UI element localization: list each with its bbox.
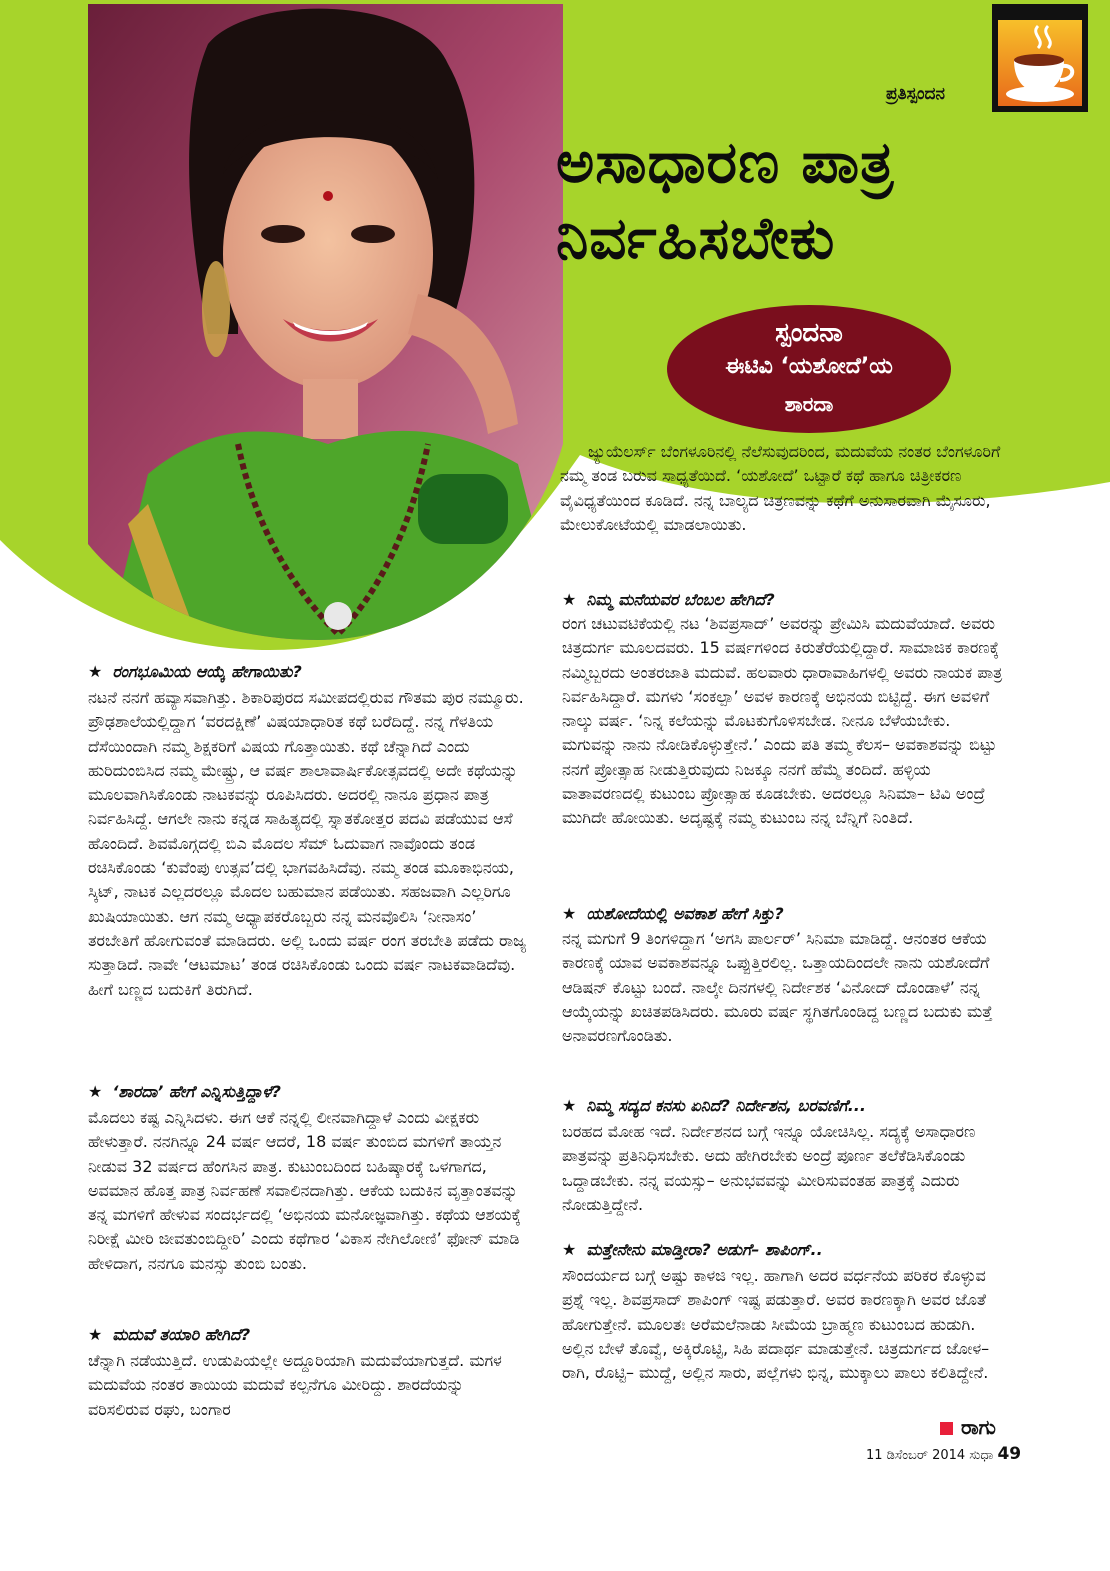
star-icon: ★ — [562, 590, 577, 609]
footer-date: 11 ಡಿಸೆಂಬರ್ 2014 — [866, 1448, 966, 1463]
footer-magazine: ಸುಧಾ — [969, 1448, 994, 1463]
answer-left-1: ನಟನೆ ನನಗೆ ಹವ್ಯಾಸವಾಗಿತ್ತು. ಶಿಕಾರಿಪುರದ ಸಮೀಪದಲ್ಲಿರುವ ಗೌತಮ ಪುರ ನಮ್ಮೂರು. ಪ್ರೌಢಶಾಲೆಯಲ್ಲಿದ್ದಾಗ ‘ವರದಕ್ಷಿಣೆ’ ವಿಷಯಾಧಾರಿತ ಕಥೆ ಬರೆದಿದ್ದೆ. ನನ್ನ ಗೆಳತಿಯ ದೆಸೆಯಿಂದಾಗಿ ನಮ್ಮ ಶಿಕ್ಷಕರಿಗೆ ವಿಷಯ ಗೊತ್ತಾಯಿತು. ಕಥೆ ಚೆನ್ನಾಗಿದೆ ಎಂದು ಹುರಿದುಂಬಿಸಿದ ನಮ್ಮ ಮೇಷ್ಟ್ರು, ಆ ವರ್ಷ ಶಾಲಾವಾರ್ಷಿಕೋತ್ಸವದಲ್ಲಿ ಅದೇ ಕಥೆಯನ್ನು ಮೂಲವಾಗಿಸಿಕೊಂಡು ನಾಟಕವನ್ನು ರೂಪಿಸಿದರು. ಅದರಲ್ಲಿ ನಾನೂ ಪ್ರಧಾನ ಪಾತ್ರ ನಿರ್ವಹಿಸಿದ್ದೆ. ಆಗಲೇ ನಾನು ಕನ್ನಡ ಸಾಹಿತ್ಯದಲ್ಲಿ ಸ್ನಾತಕೋತ್ತರ ಪದವಿ ಪಡೆಯುವ ಆಸೆ ಹೊಂದಿದೆ. ಶಿವಮೊಗ್ಗದಲ್ಲಿ ಬಿಎ ಮೊದಲ ಸೆಮ್ ಓದುವಾಗ ನಾವೊಂದು ತಂಡ ರಚಿಸಿಕೊಂಡು ‘ಕುವೆಂಪು ಉತ್ಸವ’ದಲ್ಲಿ ಭಾಗವಹಿಸಿದೆವು. ನಮ್ಮ ತಂಡ ಮೂಕಾಭಿನಯ, ಸ್ಕಿಟ್, ನಾಟಕ ಎಲ್ಲದರಲ್ಲೂ ಮೊದಲ ಬಹುಮಾನ ಪಡೆಯಿತು. ಸಹಜವಾಗಿ ಎಲ್ಲರಿಗೂ ಖುಷಿಯಾಯಿತು. ಆಗ ನಮ್ಮ ಅಧ್ಯಾಪಕರೊಬ್ಬರು ನನ್ನ ಮನವೊಲಿಸಿ ‘ನೀನಾಸಂ’ ತರಬೇತಿಗೆ ಹೋಗುವಂತೆ ಮಾಡಿದರು. ಅಲ್ಲಿ ಒಂದು ವರ್ಷ ರಂಗ ತರಬೇತಿ ಪಡೆದು ರಾಜ್ಯ ಸುತ್ತಾಡಿದೆ. ನಾವೇ ‘ಆಟಮಾಟ’ ತಂಡ ರಚಿಸಿಕೊಂಡು ಒಂದು ವರ್ಷ ನಾಟಕವಾಡಿದೆವು. ಹೀಗೆ ಬಣ್ಣದ ಬದುಕಿಗೆ ತಿರುಗಿದೆ. — [88, 688, 527, 999]
headline-line-2: ನಿರ್ವಹಿಸಬೇಕು — [556, 204, 836, 272]
author-signature: ರಾಗು — [940, 1415, 996, 1439]
star-icon: ★ — [88, 1325, 103, 1344]
section-label: ಪ್ರತಿಸ್ಪಂದನ — [886, 84, 945, 104]
coffee-cup-icon — [992, 4, 1088, 112]
star-icon: ★ — [88, 662, 103, 681]
star-icon: ★ — [562, 1240, 577, 1259]
oval-name: ಸ್ಪಂದನಾ — [775, 318, 843, 348]
intro-paragraph: ಜ್ಯುಯೆಲರ್ಸ್ ಬೆಂಗಳೂರಿನಲ್ಲಿ ನೆಲೆಸುವುದರಿಂದ, ಮದುವೆಯ ನಂತರ ಬೆಂಗಳೂರಿಗೆ ನಮ್ಮ ತಂಡ ಬರುವ ಸಾಧ್ಯತೆಯಿದೆ. ‘ಯಶೋದೆ’ ಒಟ್ಟಾರೆ ಕಥೆ ಹಾಗೂ ಚಿತ್ರೀಕರಣ ವೈವಿಧ್ಯತೆಯಿಂದ ಕೂಡಿದೆ. ನನ್ನ ಬಾಲ್ಯದ ಚಿತ್ರಣವನ್ನು ಕಥೆಗೆ ಅನುಸಾರವಾಗಿ ಮೈಸೂರು, ಮೇಲುಕೋಟೆಯಲ್ಲಿ ಮಾಡಲಾಯಿತು. — [560, 442, 1001, 534]
oval-character: ಶಾರದಾ — [784, 392, 834, 416]
answer-right-2: ನನ್ನ ಮಗುಗೆ 9 ತಿಂಗಳಿದ್ದಾಗ ‘ಅಗಸಿ ಪಾರ್ಲರ್’ ಸಿನಿಮಾ ಮಾಡಿದ್ದೆ. ಆನಂತರ ಆಕೆಯ ಕಾರಣಕ್ಕೆ ಯಾವ ಅವಕಾಶವನ್ನೂ ಒಪ್ಪುತ್ತಿರಲಿಲ್ಲ. ಒತ್ತಾಯದಿಂದಲೇ ನಾನು ಯಶೋದೆಗೆ ಆಡಿಷನ್ ಕೊಟ್ಟು ಬಂದೆ. ನಾಲ್ಕೇ ದಿನಗಳಲ್ಲಿ ನಿರ್ದೇಶಕ ‘ವಿನೋದ್ ದೊಂಡಾಳೆ’ ನನ್ನ ಆಯ್ಕೆಯನ್ನು ಖಚಿತಪಡಿಸಿದರು. ಮೂರು ವರ್ಷ ಸ್ಥಗಿತಗೊಂಡಿದ್ದ ಬಣ್ಣದ ಬದುಕು ಮತ್ತೆ ಅನಾವರಣಗೊಂಡಿತು. — [562, 929, 993, 1046]
red-square-icon — [940, 1422, 953, 1435]
answer-right-3: ಬರಹದ ಮೋಹ ಇದೆ. ನಿರ್ದೇಶನದ ಬಗ್ಗೆ ಇನ್ನೂ ಯೋಚಿಸಿಲ್ಲ. ಸದ್ಯಕ್ಕೆ ಅಸಾಧಾರಣ ಪಾತ್ರವನ್ನು ಪ್ರತಿನಿಧಿಸಬೇಕು. ಅದು ಹೇಗಿರಬೇಕು ಅಂದ್ರೆ ಪೂರ್ಣ ತಲೆಕೆಡಿಸಿಕೊಂಡು ಒದ್ದಾಡಬೇಕು. ನನ್ನ ವಯಸ್ಸು– ಅನುಭವವನ್ನು ಮೀರಿಸುವಂತಹ ಪಾತ್ರಕ್ಕೆ ಎದುರು ನೋಡುತ್ತಿದ್ದೇನೆ. — [562, 1122, 976, 1214]
question-right-4: ★ ಮತ್ತೇನೇನು ಮಾಡ್ತೀರಾ? ಅಡುಗೆ– ಶಾಪಿಂಗ್.. — [562, 1240, 823, 1259]
star-icon: ★ — [562, 1096, 577, 1115]
answer-left-2: ಮೊದಲು ಕಷ್ಟ ಎನ್ನಿಸಿದಳು. ಈಗ ಆಕೆ ನನ್ನಲ್ಲಿ ಲೀನವಾಗಿದ್ದಾಳೆ ಎಂದು ವೀಕ್ಷಕರು ಹೇಳುತ್ತಾರೆ. ನನಗಿನ್ನೂ 24 ವರ್ಷ ಆದರೆ, 18 ವರ್ಷ ತುಂಬಿದ ಮಗಳಿಗೆ ತಾಯ್ತನ ನೀಡುವ 32 ವರ್ಷದ ಹೆಂಗಸಿನ ಪಾತ್ರ. ಕುಟುಂಬದಿಂದ ಬಹಿಷ್ಕಾರಕ್ಕೆ ಒಳಗಾಗದ, ಅವಮಾನ ಹೊತ್ತ ಪಾತ್ರ ನಿರ್ವಹಣೆ ಸವಾಲಿನದಾಗಿತ್ತು. ಆಕೆಯ ಬದುಕಿನ ವೃತ್ತಾಂತವನ್ನು ತನ್ನ ಮಗಳಿಗೆ ಹೇಳುವ ಸಂದರ್ಭದಲ್ಲಿ ‘ಅಭಿನಯ ಮನೋಜ್ಞವಾಗಿತ್ತು. ಕಥೆಯ ಆಶಯಕ್ಕೆ ನಿರೀಕ್ಷೆ ಮೀರಿ ಜೀವತುಂಬಿದ್ದೀರಿ’ ಎಂದು ಕಥೆಗಾರ ‘ವಿಕಾಸ ನೇಗಿಲೋಣಿ’ ಫೋನ್ ಮಾಡಿ ಹೇಳಿದಾಗ, ನನಗೂ ಮನಸ್ಸು ತುಂಬಿ ಬಂತು. — [88, 1108, 521, 1273]
question-right-2: ★ ಯಶೋದೆಯಲ್ಲಿ ಅವಕಾಶ ಹೇಗೆ ಸಿಕ್ತು? — [562, 904, 784, 923]
headline-line-1: ಅಸಾಧಾರಣ ಪಾತ್ರ — [556, 128, 895, 196]
question-left-1: ★ ರಂಗಭೂಮಿಯ ಆಯ್ಕೆ ಹೇಗಾಯಿತು? — [88, 662, 302, 681]
question-right-1: ★ ನಿಮ್ಮ ಮನೆಯವರ ಬೆಂಬಲ ಹೇಗಿದೆ? — [562, 590, 775, 609]
answer-left-3: ಚೆನ್ನಾಗಿ ನಡೆಯುತ್ತಿದೆ. ಉಡುಪಿಯಲ್ಲೇ ಅದ್ದೂರಿಯಾಗಿ ಮದುವೆಯಾಗುತ್ತದೆ. ಮಗಳ ಮದುವೆಯ ನಂತರ ತಾಯಿಯ ಮದುವೆ ಕಲ್ಪನೆಗೂ ಮೀರಿದ್ದು. ಶಾರದೆಯನ್ನು ವರಿಸಲಿರುವ ರಘು, ಬಂಗಾರ — [88, 1351, 502, 1419]
oval-subtitle: ಈಟಿವಿ ‘ಯಶೋದೆ’ಯ — [725, 354, 893, 379]
answer-right-1: ರಂಗ ಚಟುವಟಿಕೆಯಲ್ಲಿ ನಟ ‘ಶಿವಪ್ರಸಾದ್’ ಅವರನ್ನು ಪ್ರೇಮಿಸಿ ಮದುವೆಯಾದೆ. ಅವರು ಚಿತ್ರದುರ್ಗ ಮೂಲದವರು. 15 ವರ್ಷಗಳಿಂದ ಕಿರುತೆರೆಯಲ್ಲಿದ್ದಾರೆ. ಸಾಮಾಜಿಕ ಕಾರಣಕ್ಕೆ ನಮ್ಮಿಬ್ಬರದು ಅಂತರಜಾತಿ ಮದುವೆ. ಹಲವಾರು ಧಾರಾವಾಹಿಗಳಲ್ಲಿ ಅವರು ನಾಯಕ ಪಾತ್ರ ನಿರ್ವಹಿಸಿದ್ದಾರೆ. ಮಗಳು ‘ಸಂಕಲ್ಪಾ’ ಅವಳ ಕಾರಣಕ್ಕೆ ಅಭಿನಯ ಬಿಟ್ಟಿದ್ದೆ. ಈಗ ಅವಳಿಗೆ ನಾಲ್ಕು ವರ್ಷ. ‘ನಿನ್ನ ಕಲೆಯನ್ನು ಮೊಟಕುಗೊಳಿಸಬೇಡ. ನೀನೂ ಬೆಳೆಯಬೇಕು. ಮಗುವನ್ನು ನಾನು ನೋಡಿಕೊಳ್ಳುತ್ತೇನೆ.’ ಎಂದು ಪತಿ ತಮ್ಮ ಕೆಲಸ– ಅವಕಾಶವನ್ನು ಬಿಟ್ಟು ನನಗೆ ಪ್ರೋತ್ಸಾಹ ನೀಡುತ್ತಿರುವುದು ನಿಜಕ್ಕೂ ನನಗೆ ಹೆಮ್ಮೆ ತಂದಿದೆ. ಹಳ್ಳಿಯ ವಾತಾವರಣದಲ್ಲಿ ಕುಟುಂಬ ಪ್ರೋತ್ಸಾಹ ಕೂಡಬೇಕು. ಅದರಲ್ಲೂ ಸಿನಿಮಾ– ಟಿವಿ ಅಂದ್ರೆ ಮುಗಿದೇ ಹೋಯಿತು. ಅದೃಷ್ಟಕ್ಕೆ ನಮ್ಮ ಕುಟುಂಬ ನನ್ನ ಬೆನ್ನಿಗೆ ನಿಂತಿದೆ. — [562, 614, 1003, 828]
question-right-3: ★ ನಿಮ್ಮ ಸದ್ಯದ ಕನಸು ಏನಿದೆ? ನಿರ್ದೇಶನ, ಬರವಣಿಗೆ... — [562, 1096, 866, 1115]
page-number: 49 — [997, 1444, 1022, 1464]
portrait-photo — [88, 4, 563, 640]
question-left-3: ★ ಮದುವೆ ತಯಾರಿ ಹೇಗಿದೆ? — [88, 1325, 251, 1344]
star-icon: ★ — [88, 1082, 103, 1101]
question-left-2: ★ ‘ಶಾರದಾ’ ಹೇಗೆ ಎನ್ನಿಸುತ್ತಿದ್ದಾಳೆ? — [88, 1082, 281, 1101]
page-footer — [866, 1444, 1021, 1464]
star-icon: ★ — [562, 904, 577, 923]
answer-right-4: ಸೌಂದರ್ಯದ ಬಗ್ಗೆ ಅಷ್ಟು ಕಾಳಜಿ ಇಲ್ಲ. ಹಾಗಾಗಿ ಅದರ ವರ್ಧನೆಯ ಪರಿಕರ ಕೊಳ್ಳುವ ಪ್ರಶ್ನೆ ಇಲ್ಲ. ಶಿವಪ್ರಸಾದ್ ಶಾಪಿಂಗ್ ಇಷ್ಟ ಪಡುತ್ತಾರೆ. ಅವರ ಕಾರಣಕ್ಕಾಗಿ ಅವರ ಜೊತೆ ಹೋಗುತ್ತೇನೆ. ಮೂಲತಃ ಅರೆಮಲೆನಾಡು ಸೀಮೆಯ ಬ್ರಾಹ್ಮಣ ಕುಟುಂಬದ ಹುಡುಗಿ. ಅಲ್ಲಿನ ಬೇಳೆ ತೊವ್ವೆ, ಅಕ್ಕಿರೊಟ್ಟಿ, ಸಿಹಿ ಪದಾರ್ಥ ಮಾಡುತ್ತೇನೆ. ಚಿತ್ರದುರ್ಗದ ಜೋಳ– ರಾಗಿ, ರೊಟ್ಟಿ– ಮುದ್ದೆ, ಅಲ್ಲಿನ ಸಾರು, ಪಲ್ಲೆಗಳು ಭಿನ್ನ, ಮುಕ್ಕಾಲು ಪಾಲು ಕಲಿತಿದ್ದೇನೆ. — [562, 1266, 990, 1383]
